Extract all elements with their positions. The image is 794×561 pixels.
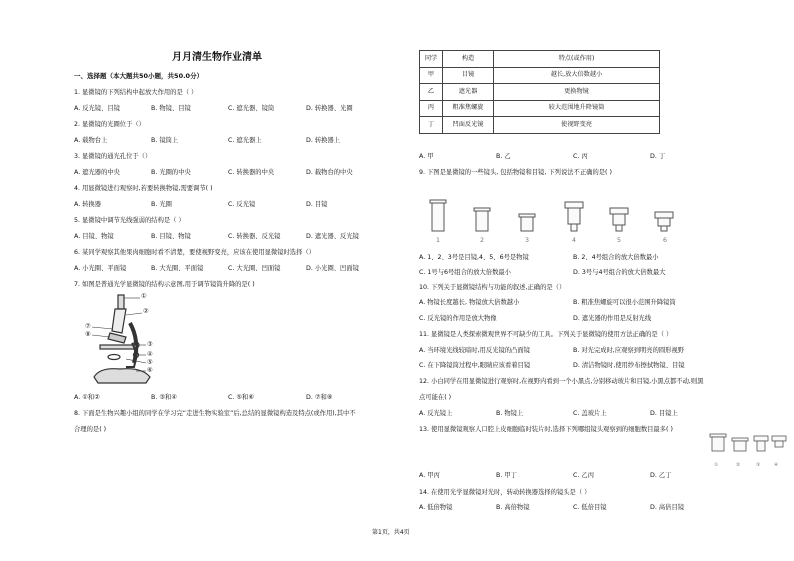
table-header-cell: 构造 [443,51,494,68]
option: D. 丁 [650,153,666,160]
option: B. 乙 [496,153,511,160]
table-row [420,67,660,84]
option: D. 3号与4号组合的放大倍数最大 [573,269,666,276]
table-cell: 较大范围地升降镜筒 [494,100,660,117]
option: A. 甲丙 [419,472,440,479]
option: A. 反光镜、目镜 [74,104,120,112]
option: D. 遮光器、反光镜 [306,232,359,240]
option: B. 光圈的中央 [151,168,191,176]
option: C. 乙丙 [573,472,594,479]
diagram-label: ⑦ [85,323,91,330]
diagram-label: ② [143,308,149,315]
option: D. 目镜 [306,200,328,208]
lens-number: 6 [663,237,668,244]
question-3-stem: 3. 显微镜的通光孔位于（） [74,153,152,160]
option: A. ①和② [74,394,100,401]
option: B. 大光圈、平面镜 [151,264,204,272]
option: C. 在下降镜筒过程中,眼睛应该看着目镜 [419,362,531,369]
option: C. 大光圈、凹面镜 [228,264,281,272]
lens-label: ④ [774,463,779,468]
table-row [420,100,660,117]
table-cell: 粗准焦螺旋 [443,100,494,117]
question-12-stem-cont: 点可能在( ) [419,394,452,401]
option: A. 1、2、3号是目镜,4、5、6号是物镜 [419,254,529,261]
diagram-label: ③ [147,341,153,348]
lens-number: 1 [436,237,441,244]
option: B. 对光完成时,应观察到明亮的圆形视野 [573,347,685,354]
question-9-stem: 9. 下图是显微镜的一些镜头, 包括物镜和目镜, 下列说法不正确的是( ) [419,169,612,176]
page-title: 月月清生物作业清单 [172,52,262,63]
lens-number: 3 [525,237,530,244]
diagram-label: ⑤ [147,359,153,366]
option: D. 清洁物镜时,使用纱布擦拭物镜、目镜 [573,362,685,369]
lens-label: ① [714,463,719,468]
option: D. 目镜上 [650,410,678,417]
table-header-row [420,51,660,68]
table-cell: 遮光器 [443,84,494,101]
lens-number: 4 [572,237,577,244]
table-header-cell: 特点(或作用) [494,51,660,68]
question-5-stem: 5. 显微镜中调节光线强弱的结构是（ ） [74,217,185,224]
page-footer: 第1页，共4页 [372,529,410,536]
option: B. 光圈 [151,200,172,208]
diagram-label: ① [141,293,147,300]
lens-number: 5 [617,237,622,244]
question-11-stem: 11. 显微镜是人类探索微观世界不可缺少的工具。下列关于显微镜的使用方法正确的是（ ） [419,331,673,338]
option: A. 甲 [419,153,434,160]
table-cell: 目镜 [443,67,494,84]
option: C. 转换器、反光镜 [228,232,281,240]
option: A. 载物台上 [74,136,108,144]
question-6-stem: 6. 某同学观察其他果肉细胞时看不清楚，要使视野变亮，应该在使用显微镜时选择（） [74,249,315,256]
diagram-label: ⑥ [147,367,153,374]
option: B. ③和④ [151,394,177,401]
option: C. 低倍目镜 [573,504,607,511]
option: C. ⑤和⑥ [228,394,254,401]
question-7-stem: 7. 如图是普通光学显微镜的结构示意图,用于调节镜筒升降的是( ) [74,281,255,288]
option: C. 1号与6号组合的放大倍数最小 [419,269,511,276]
option: D. 高倍目镜 [650,504,685,511]
table-cell: 甲 [420,67,443,84]
table-row [420,117,660,134]
table-cell: 丙 [420,100,443,117]
question-14-stem: 14. 在使用光学显微镜对光时，转动转换器选择的镜头是（ ） [419,489,591,496]
option: A. 小光圈、平面镜 [74,264,127,272]
option: B. 高倍物镜 [496,504,530,511]
option: D. 乙丁 [650,472,672,479]
option: C. 丙 [573,153,588,160]
option: D. 转换器、光圈 [306,104,353,112]
table-header-cell: 同学 [420,51,443,68]
table-cell: 丁 [420,117,443,134]
lens-diagram [424,198,674,238]
option: A. 目镜、物镜 [74,232,114,240]
lens-label: ② [736,463,741,468]
option: C. 反光镜 [228,200,256,208]
option: B. 粗准焦螺旋可以很小范围升降镜筒 [573,299,676,306]
table-cell: 乙 [420,84,443,101]
option: A. 低倍物镜 [419,504,453,511]
question-13-stem: 13. 使用显微镜观察人口腔上皮细胞临时装片时,选择下列哪组镜头观察到的细胞数目最多( ) [419,426,673,433]
table-cell: 凹面反光镜 [443,117,494,134]
question-12-stem: 12. 小白同学在用显微镜进行观察时,在视野内看到一个小黑点,分别移动玻片和目镜,小黑点都不动,则黑 [419,378,704,385]
option: B. 物镜上 [496,410,524,417]
table-row [420,84,660,101]
option: A. 反光镜上 [419,410,453,417]
option: D. 小光圈、凹面镜 [306,264,359,272]
option: A. 物镜长度越长, 物镜放大倍数越小 [419,299,520,306]
question-1-stem: 1. 显微镜的下列结构中起放大作用的是（ ） [74,89,198,96]
q13-lens-diagram [708,432,788,458]
option: B. 目镜、物镜 [151,232,191,240]
structure-table [419,50,660,134]
option: D. ⑦和⑧ [306,394,333,401]
option: C. 转换器的中央 [228,168,275,176]
question-4-stem: 4. 用显微镜进行观察时,若要转换物镜,需要调节( ) [74,185,213,192]
table-cell: 更换物镜 [494,84,660,101]
option: B. 物镜、目镜 [151,104,191,112]
option: B. 2、4号组合的放大倍数最小 [573,254,659,261]
table-cell: 越长,放大倍数越小 [494,67,660,84]
option: C. 遮光器上 [228,136,262,144]
option: A. 当环境光线较暗时,用反光镜的凸面镜 [419,347,530,354]
option: D. 载物台的中央 [306,168,353,176]
diagram-label: ④ [147,351,153,358]
diagram-label: ⑧ [85,331,91,338]
question-10-stem: 10. 下列关于显微镜结构与功能的叙述,正确的是（） [419,284,566,291]
option: B. 镜筒上 [151,136,179,144]
option: B. 甲丁 [496,472,517,479]
option: C. 遮光器、镜筒 [228,104,275,112]
option: A. 遮光器的中央 [74,168,120,176]
table-cell: 使视野变亮 [494,117,660,134]
option: D. 遮光器的作用是反射光线 [573,315,652,322]
question-8-stem-cont: 合理的是( ) [74,426,107,433]
option: A. 转换器 [74,200,102,208]
option: C. 盖玻片上 [573,410,607,417]
question-2-stem: 2. 显微镜的光圈位于（） [74,121,145,128]
option: C. 反光镜的作用是放大物像 [419,315,497,322]
option: D. 转换器上 [306,136,341,144]
lens-number: 2 [480,237,485,244]
lens-label: ③ [756,463,761,468]
question-8-stem: 8. 下面是生物兴趣小组的同学在学习完“走进生物实验室”后,总结的显微镜构造及特点(或作用),其中不 [74,410,356,417]
section-heading: 一、选择题（本大题共50小题，共50.0分） [74,72,204,80]
